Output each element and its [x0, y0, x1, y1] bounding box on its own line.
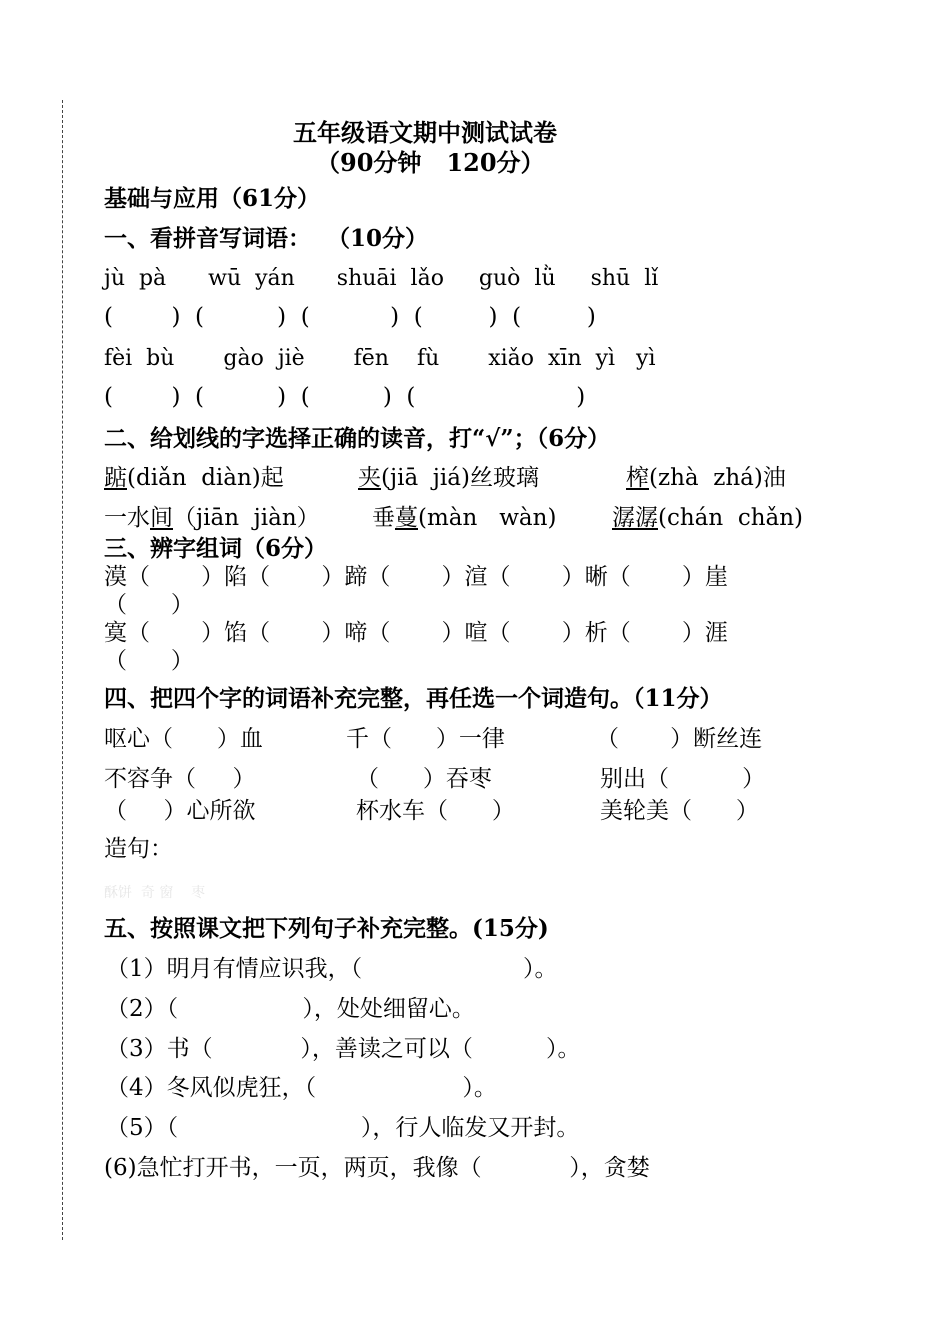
q3-row2-continued[interactable]: （ ） [104, 648, 194, 674]
pinyin-options: (jiā jiá)丝玻璃 [381, 465, 539, 491]
q5-item[interactable]: (6)急忙打开书，一页，两页，我像（ ），贪婪 [104, 1155, 650, 1181]
idiom-blank[interactable]: 千（ ）一律 [346, 726, 505, 752]
q5-item[interactable]: （5）（ ），行人临发又开封。 [106, 1115, 580, 1141]
q1-heading: 一、看拼音写词语： （10分） [104, 225, 429, 252]
q5-item[interactable]: （2）（ ），处处细留心。 [106, 996, 475, 1022]
q2-item[interactable] [104, 463, 284, 493]
word-prefix: 一水 [104, 505, 150, 531]
sentence-label: 造句： [104, 836, 173, 862]
q5-item[interactable]: （4）冬风似虎狂，（ ）。 [106, 1075, 497, 1101]
pinyin-options: (màn wàn) [418, 505, 557, 531]
q5-item[interactable]: （3）书（ ），善读之可以（ ）。 [106, 1036, 581, 1062]
idiom-blank[interactable]: （ ）断丝连 [596, 726, 763, 752]
exam-title: 五年级语文期中测试试卷 [293, 118, 557, 147]
q3-row1-continued[interactable]: （ ） [104, 592, 194, 618]
idiom-blank[interactable]: 美轮美（ ） [600, 798, 759, 824]
pinyin-options: （jiān jiàn） [173, 505, 320, 531]
q2-item[interactable] [358, 463, 539, 493]
q2-item[interactable] [104, 503, 320, 533]
q4-heading: 四、把四个字的词语补充完整，再任选一个词造句。（11分） [104, 685, 723, 712]
idiom-blank[interactable]: （ ）吞枣 [356, 766, 492, 792]
q2-heading: 二、给划线的字选择正确的读音，打“√”；（6分） [104, 425, 611, 452]
part-heading: 基础与应用（61分） [104, 185, 321, 212]
underlined-char: 踮 [104, 465, 127, 491]
exam-subtitle: （90分钟 120分） [316, 148, 545, 177]
q2-item[interactable] [372, 503, 556, 533]
q2-item[interactable] [612, 503, 803, 533]
binding-margin-line [62, 100, 63, 1240]
q1-answer-blanks-row2[interactable]: ( ) ( ) ( ) ( ) [104, 384, 586, 410]
word-prefix: 垂 [372, 505, 395, 531]
q2-item[interactable] [626, 463, 786, 493]
underlined-char: 榨 [626, 465, 649, 491]
underlined-char: 潺潺 [612, 505, 658, 531]
pinyin-options: (zhà zhá)油 [649, 465, 786, 491]
q1-answer-blanks-row1[interactable]: ( ) ( ) ( ) ( ) ( ) [104, 304, 596, 330]
idiom-blank[interactable]: （ ）心所欲 [104, 798, 256, 824]
q1-pinyin-row2: fèi bù gào jiè fēn fù xiǎo xīn yì yì [104, 346, 656, 371]
underlined-char: 夹 [358, 465, 381, 491]
underlined-char: 蔓 [395, 505, 418, 531]
q1-pinyin-row1: jù pà wū yán shuāi lǎo guò lǜ shū lǐ [104, 266, 659, 291]
pinyin-options: (diǎn diàn)起 [127, 465, 284, 491]
underlined-char: 间 [150, 505, 173, 531]
q5-heading: 五、按照课文把下列句子补充完整。(15分) [104, 915, 549, 942]
q3-row1[interactable]: 漠（ ）陷（ ）蹄（ ）渲（ ）晰（ ）崖 [104, 564, 728, 590]
idiom-blank[interactable]: 呕心（ ）血 [104, 726, 263, 752]
q3-heading: 三、辨字组词（6分） [104, 535, 328, 562]
q5-item[interactable]: （1）明月有情应识我，（ ）。 [106, 956, 558, 982]
q3-row2[interactable]: 寞（ ）馅（ ）啼（ ）喧（ ）析（ ）涯 [104, 620, 728, 646]
idiom-blank[interactable]: 不容争（ ） [104, 766, 256, 792]
faint-watermark-text: 酥饼 奇 窗 枣 [104, 885, 206, 901]
idiom-blank[interactable]: 别出（ ） [600, 766, 766, 792]
idiom-blank[interactable]: 杯水车（ ） [356, 798, 515, 824]
pinyin-options: (chán chǎn) [658, 505, 804, 531]
